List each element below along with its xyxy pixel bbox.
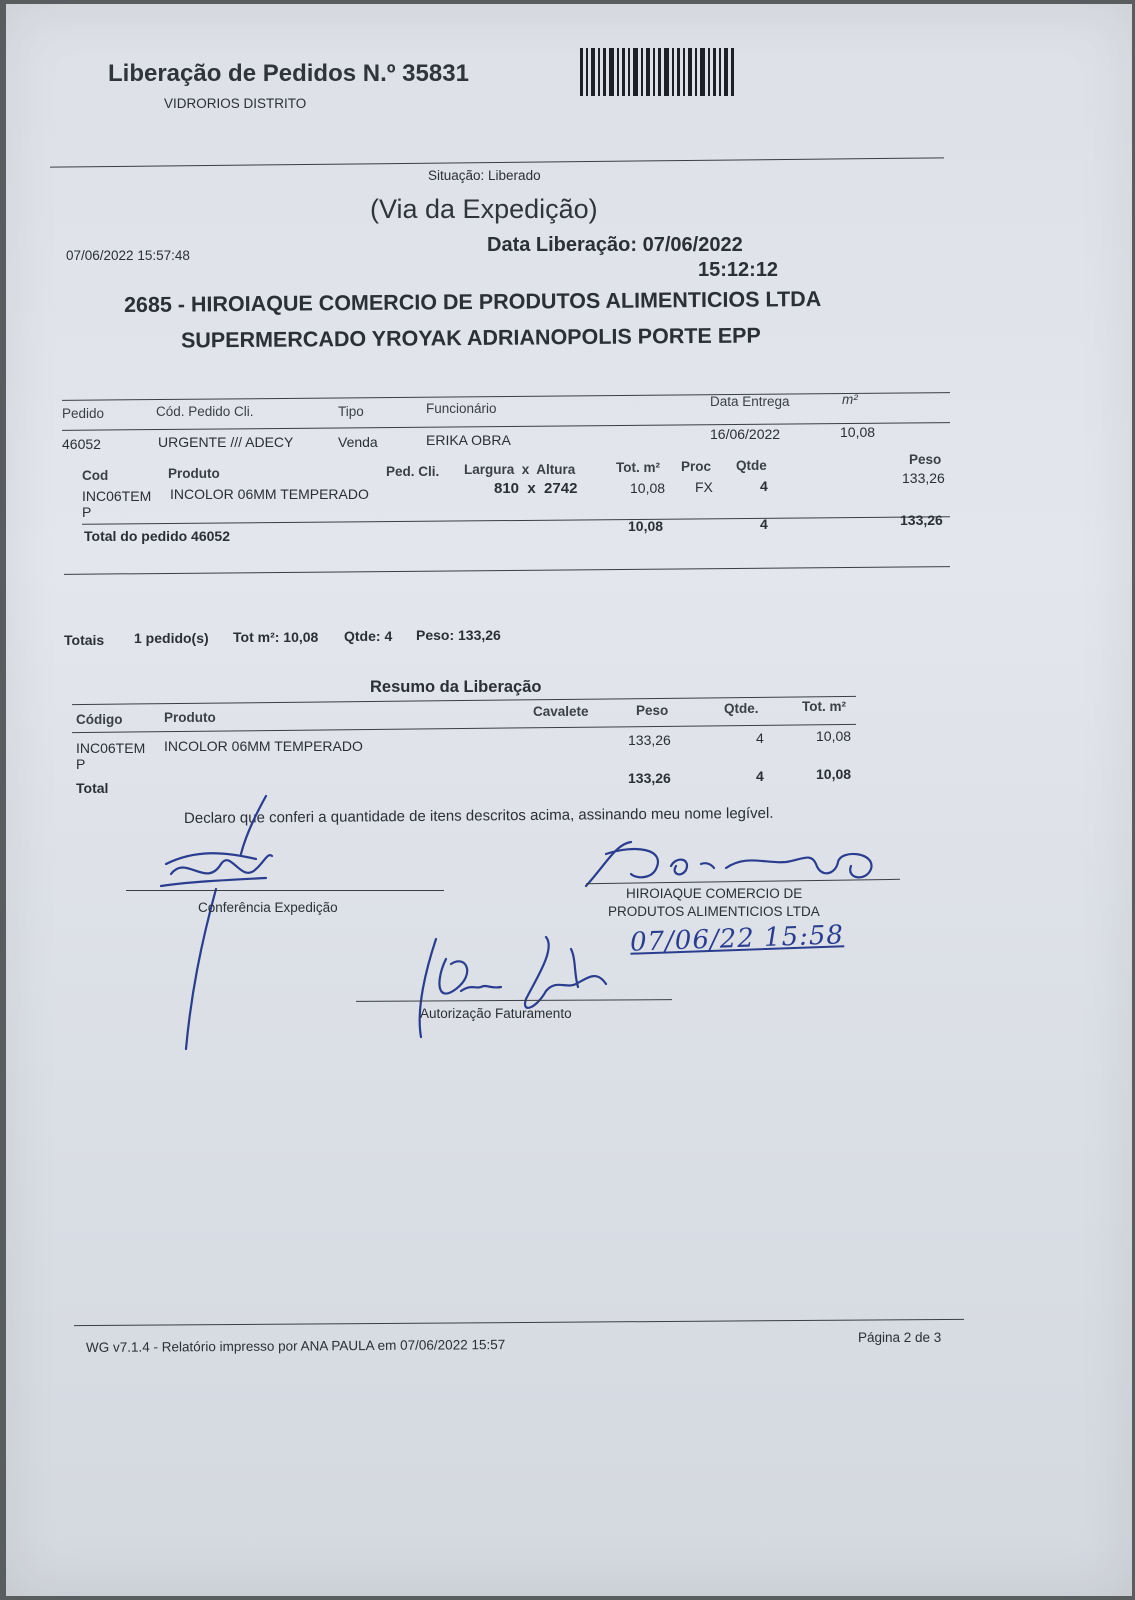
conferencia-signature xyxy=(146,794,286,1064)
order-total-qtde: 4 xyxy=(760,516,768,532)
summary-total-tot-m2: 10,08 xyxy=(816,766,852,782)
summary-col-tot-m2: Tot. m² xyxy=(802,699,846,714)
item-col-peso: Peso xyxy=(909,452,942,467)
order-m2: 10,08 xyxy=(840,424,876,440)
situation: Situação: Liberado xyxy=(428,168,541,183)
totals-peso: Peso: 133,26 xyxy=(416,627,501,643)
summary-codigo-line1: INC06TEM xyxy=(76,740,146,756)
summary-header-rule xyxy=(72,724,856,733)
col-cod-pedido-cli: Cód. Pedido Cli. xyxy=(156,404,254,419)
item-col-qtde: Qtde xyxy=(736,458,767,473)
item-produto: INCOLOR 06MM TEMPERADO xyxy=(170,486,369,502)
item-col-cod: Cod xyxy=(82,468,109,483)
summary-produto: INCOLOR 06MM TEMPERADO xyxy=(164,738,363,754)
order-tipo: Venda xyxy=(338,434,378,450)
order-table-top-rule xyxy=(62,392,950,401)
document-page xyxy=(6,4,1132,1596)
release-time: 15:12:12 xyxy=(698,259,779,281)
company-name: VIDRORIOS DISTRITO xyxy=(164,96,307,111)
order-data-entrega: 16/06/2022 xyxy=(710,426,781,442)
totals-tot-m2: Tot m²: 10,08 xyxy=(233,629,319,645)
col-pedido: Pedido xyxy=(62,406,105,421)
copy-label: (Via da Expedição) xyxy=(370,194,598,224)
item-col-ped-cli: Ped. Cli. xyxy=(386,464,440,479)
item-col-produto: Produto xyxy=(168,466,220,481)
summary-total-qtde: 4 xyxy=(756,768,764,784)
totals-qtde: Qtde: 4 xyxy=(344,628,393,644)
order-total-label: Total do pedido 46052 xyxy=(84,528,230,544)
item-col-tot-m2: Tot. m² xyxy=(616,460,660,475)
declaration-text: Declaro que conferi a quantidade de itens descritos acima, assinando meu nome legível. xyxy=(183,804,774,827)
handwritten-date: 07/06/22 15:58 xyxy=(629,920,845,958)
order-table-bottom-rule xyxy=(64,566,950,575)
footer-rule xyxy=(74,1319,964,1326)
summary-total-peso: 133,26 xyxy=(628,770,671,786)
barcode-icon xyxy=(580,48,740,98)
document-title: Liberação de Pedidos N.º 35831 xyxy=(108,60,469,87)
summary-title: Resumo da Liberação xyxy=(370,678,542,696)
summary-col-cavalete: Cavalete xyxy=(533,704,589,719)
summary-col-produto: Produto xyxy=(164,710,216,725)
totals-pedidos: 1 pedido(s) xyxy=(134,630,209,646)
item-tot-m2: 10,08 xyxy=(630,480,666,496)
item-largura-altura: 810 x 2742 xyxy=(494,480,578,497)
totals-label: Totais xyxy=(64,632,105,648)
header-divider xyxy=(50,157,944,167)
client-sign-line1: HIROIAQUE COMERCIO DE xyxy=(626,886,803,901)
order-pedido: 46052 xyxy=(62,436,101,452)
item-col-proc: Proc xyxy=(681,459,712,474)
summary-total-label: Total xyxy=(76,780,109,796)
print-timestamp: 07/06/2022 15:57:48 xyxy=(66,248,190,263)
client-signature xyxy=(576,834,896,894)
order-total-tot-m2: 10,08 xyxy=(628,518,664,534)
item-col-largura-altura: Largura x Altura xyxy=(464,462,576,477)
col-m2: m² xyxy=(842,392,858,407)
order-cod-pedido-cli: URGENTE /// ADECY xyxy=(158,434,294,450)
conferencia-label: Conferência Expedição xyxy=(198,900,338,915)
autorizacao-label: Autorização Faturamento xyxy=(420,1006,572,1021)
summary-col-codigo: Código xyxy=(76,712,123,727)
item-cod-line2: P xyxy=(82,504,92,520)
footer-page-number: Página 2 de 3 xyxy=(858,1330,942,1345)
item-total-rule xyxy=(82,516,950,525)
col-tipo: Tipo xyxy=(338,404,364,419)
client-name: 2685 - HIROIAQUE COMERCIO DE PRODUTOS ALIMENTICIOS LTDA xyxy=(123,286,822,318)
col-funcionario: Funcionário xyxy=(426,401,497,416)
footer-report-info: WG v7.1.4 - Relatório impresso por ANA PAULA em 07/06/2022 15:57 xyxy=(85,1337,506,1355)
client-sign-line2: PRODUTOS ALIMENTICIOS LTDA xyxy=(608,904,820,919)
summary-codigo-line2: P xyxy=(76,756,86,772)
summary-col-peso: Peso xyxy=(636,703,669,718)
summary-tot-m2: 10,08 xyxy=(816,728,852,744)
client-trade-name: SUPERMERCADO YROYAK ADRIANOPOLIS PORTE EPP xyxy=(180,323,761,353)
release-date: Data Liberação: 07/06/2022 xyxy=(487,234,743,256)
order-total-peso: 133,26 xyxy=(900,512,943,528)
summary-col-qtde: Qtde. xyxy=(724,701,759,716)
summary-peso: 133,26 xyxy=(628,732,671,748)
summary-qtde: 4 xyxy=(756,730,764,746)
autorizacao-signature xyxy=(406,929,616,1044)
conferencia-line xyxy=(126,890,444,891)
item-qtde: 4 xyxy=(760,478,768,494)
item-peso: 133,26 xyxy=(902,470,945,486)
order-header-rule xyxy=(62,422,950,431)
order-funcionario: ERIKA OBRA xyxy=(426,432,511,448)
item-cod-line1: INC06TEM xyxy=(82,488,152,504)
col-data-entrega: Data Entrega xyxy=(710,394,790,409)
item-proc: FX xyxy=(695,479,713,495)
